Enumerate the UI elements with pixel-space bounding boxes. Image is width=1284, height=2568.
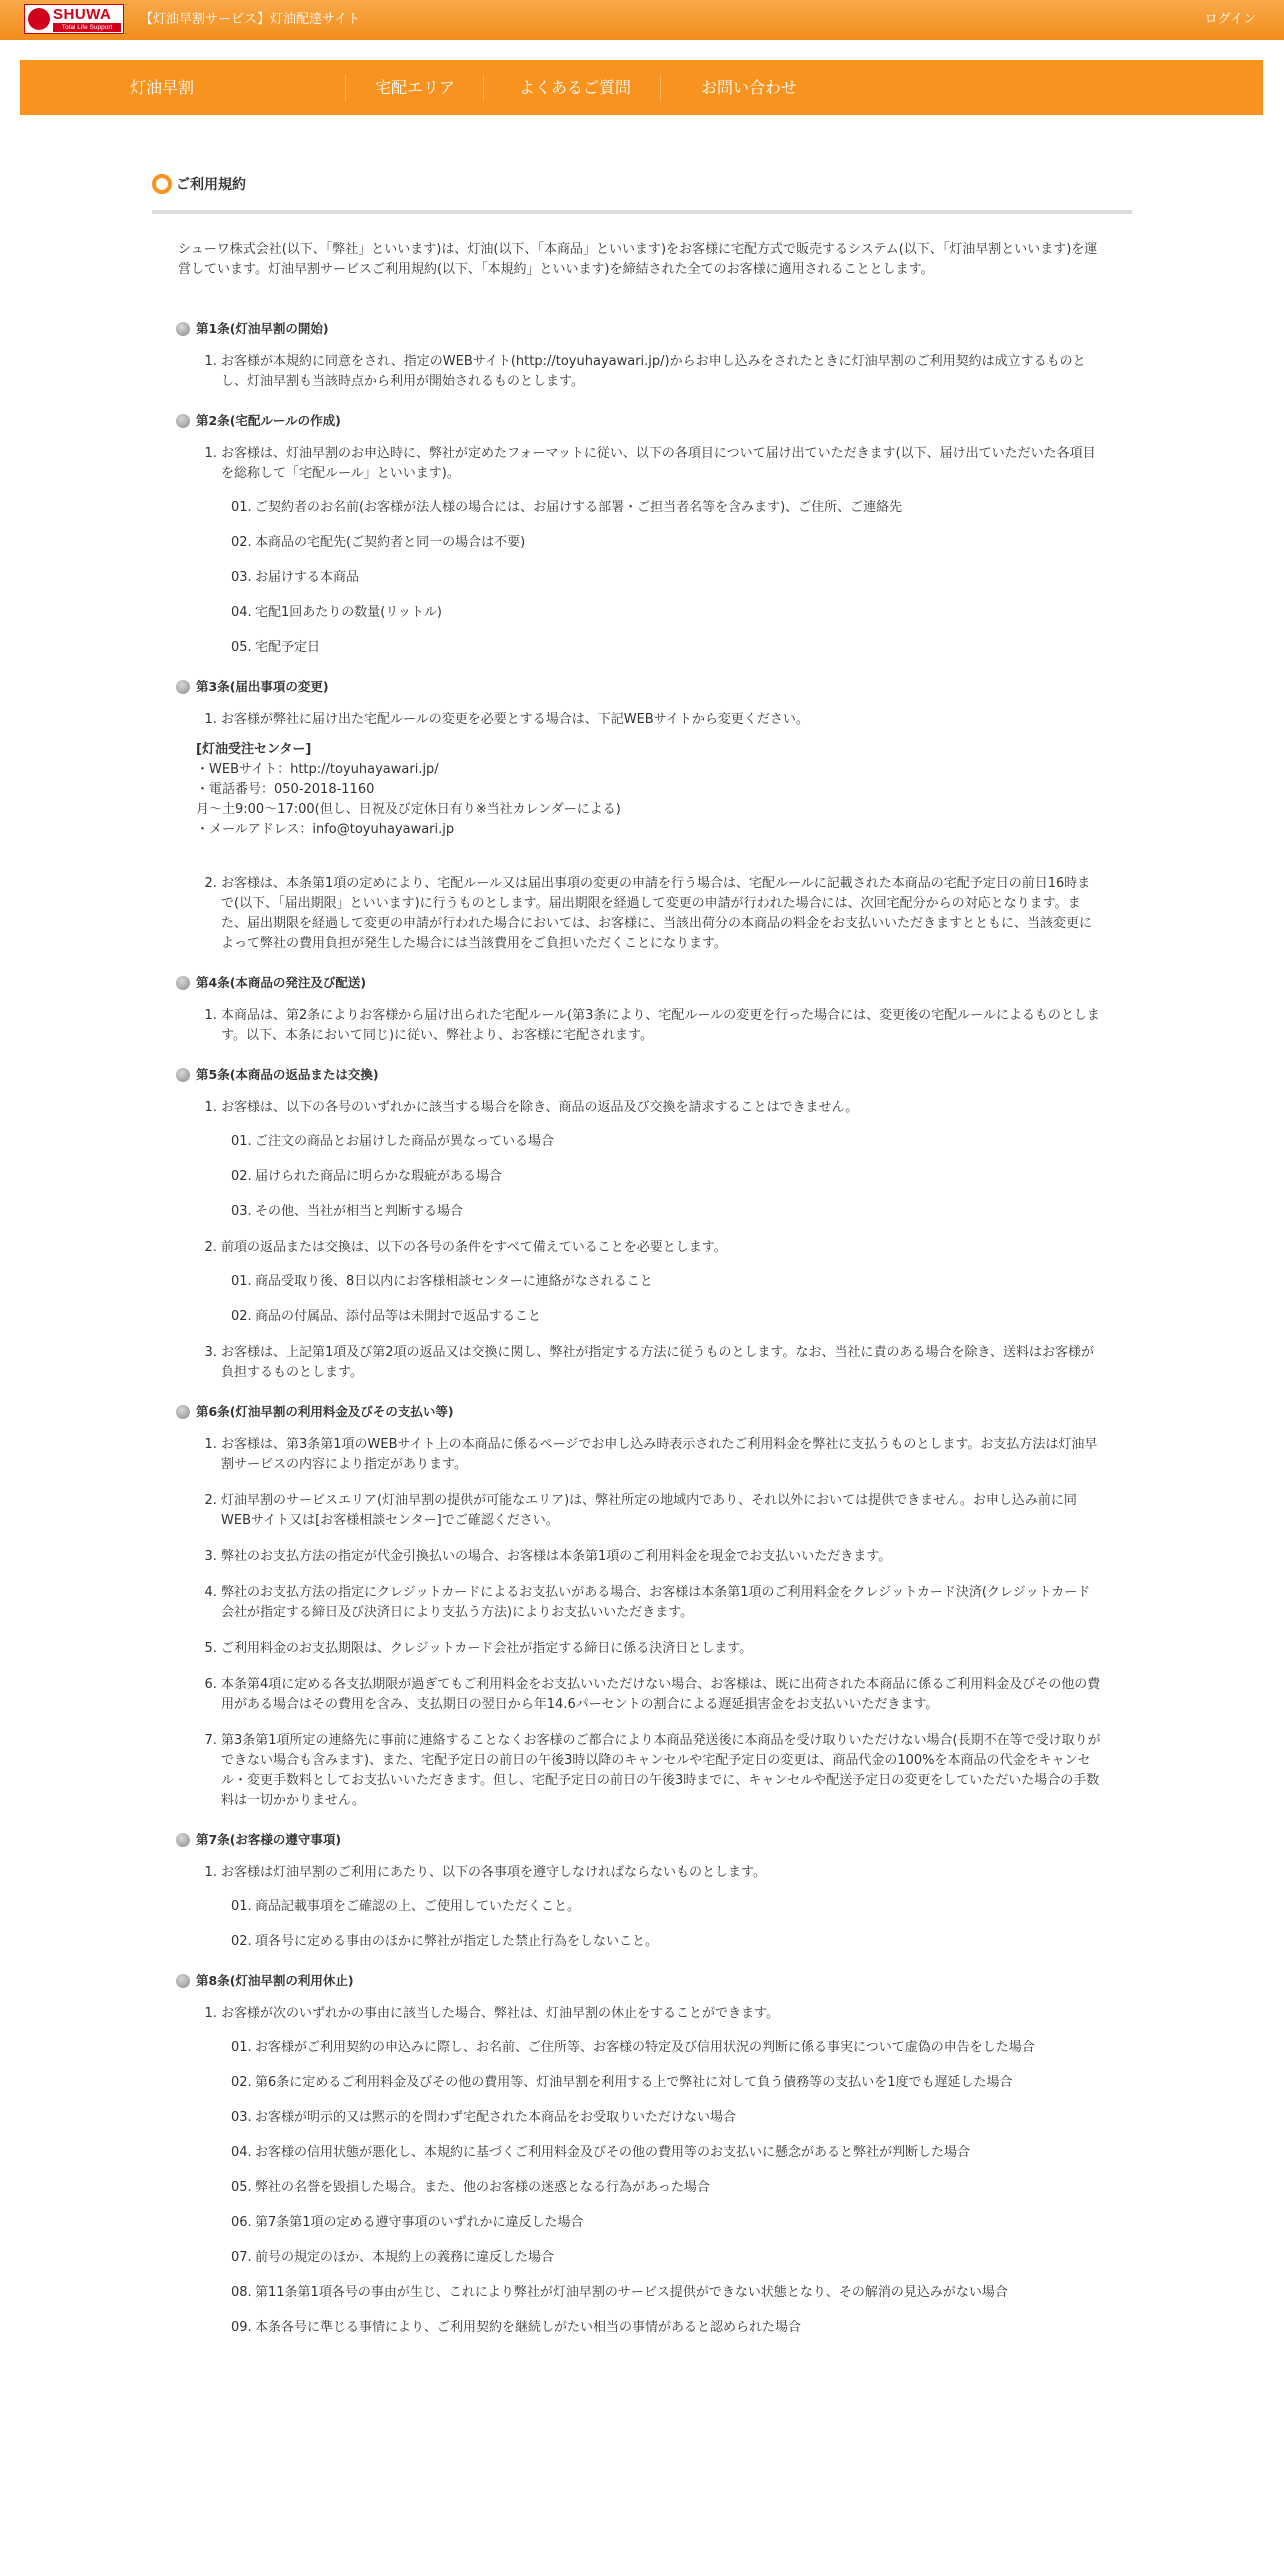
page-title: ご利用規約 xyxy=(176,177,246,193)
clause-item: 2. 灯油早割のサービスエリア(灯油早割の提供が可能なエリア)は、弊社所定の地域内であり、それ以外においては提供できません。お申し込み前に同WEBサイト又は[お客様相談センター]でご確認ください。 xyxy=(221,1491,1103,1531)
article-title xyxy=(178,1972,1103,1990)
clause-list xyxy=(178,874,1103,954)
article-title-text: 第2条(宅配ルールの作成) xyxy=(196,413,341,428)
sub-clause-item xyxy=(231,2178,1103,2198)
terms-content xyxy=(178,240,1103,2358)
sub-clause-number: 01. xyxy=(231,1899,252,1914)
article-title xyxy=(178,320,1103,338)
sub-clause-item xyxy=(231,2108,1103,2128)
gray-bullet-icon xyxy=(176,1405,190,1419)
sub-clause-text: ご契約者のお名前(お客様が法人様の場合には、お届けする部署・ご担当者名等を含みます)、ご住所、ご連絡先 xyxy=(255,500,903,515)
clause-item xyxy=(221,1238,1103,1327)
clause-item: 4. 弊社のお支払方法の指定にクレジットカードによるお支払いがある場合、お客様は本条第1項のご利用料金をクレジットカード決済(クレジットカード会社が指定する締日及び決済日により支払う方法)によりお支払いいただきます。 xyxy=(221,1583,1103,1623)
clause-text: お客様は、以下の各号のいずれかに該当する場合を除き、商品の返品及び交換を請求することはできません。 xyxy=(221,1100,859,1115)
contact-phone: ・電話番号：050-2018-1160 xyxy=(196,782,375,797)
sub-clause-item xyxy=(231,568,1103,588)
clause-item: 3. 弊社のお支払方法の指定が代金引換払いの場合、お客様は本条第1項のご利用料金を現金でお支払いいただきます。 xyxy=(221,1547,1103,1567)
sub-clause-text: 第7条第1項の定める遵守事項のいずれかに違反した場合 xyxy=(255,2215,584,2230)
sub-clause-text: 商品受取り後、8日以内にお客様相談センターに連絡がなされること xyxy=(255,1274,653,1289)
ring-bullet-icon xyxy=(152,174,172,194)
sub-clause-number: 02. xyxy=(231,1169,252,1184)
sub-clause-text: 第11条第1項各号の事由が生じ、これにより弊社が灯油早割のサービス提供ができない状態となり、その解消の見込みがない場合 xyxy=(255,2285,1008,2300)
sub-clause-text: お客様が明示的又は黙示的を問わず宅配された本商品をお受取りいただけない場合 xyxy=(255,2110,737,2125)
sub-clause-number: 01. xyxy=(231,1134,252,1149)
sub-clause-text: 商品の付属品、添付品等は未開封で返品すること xyxy=(255,1309,542,1324)
gray-bullet-icon xyxy=(176,680,190,694)
article-2 xyxy=(178,412,1103,658)
sub-clause-item xyxy=(231,1202,1103,1222)
sub-clause-text: 届けられた商品に明らかな瑕疵がある場合 xyxy=(255,1169,503,1184)
nav-item-delivery-area[interactable]: 宅配エリア xyxy=(374,78,455,97)
article-title-text: 第8条(灯油早割の利用休止) xyxy=(196,1973,354,1988)
sub-clause-number: 02. xyxy=(231,535,252,550)
sub-clause-text: お届けする本商品 xyxy=(255,570,360,585)
clause-item: 5. ご利用料金のお支払期限は、クレジットカード会社が指定する締日に係る決済日とします。 xyxy=(221,1639,1103,1659)
gray-bullet-icon xyxy=(176,414,190,428)
clause-item: 1. お客様が弊社に届け出た宅配ルールの変更を必要とする場合は、下記WEBサイトから変更ください。 xyxy=(221,710,1103,730)
nav-item-contact[interactable]: お問い合わせ xyxy=(700,78,797,97)
sub-clause-text: 本条各号に準じる事情により、ご利用契約を継続しがたい相当の事情があると認められた場合 xyxy=(255,2320,802,2335)
clause-list xyxy=(178,1435,1103,1811)
sub-clause-item xyxy=(231,498,1103,518)
sub-clause-list xyxy=(221,1897,1103,1952)
article-title-text: 第1条(灯油早割の開始) xyxy=(196,321,329,336)
sub-clause-number: 02. xyxy=(231,2075,252,2090)
sub-clause-number: 01. xyxy=(231,500,252,515)
shuwa-logo[interactable] xyxy=(24,4,124,34)
sub-clause-text: 宅配予定日 xyxy=(255,640,321,655)
clause-item: 3. お客様は、上記第1項及び第2項の返品又は交換に関し、弊社が指定する方法に従うものとします。なお、当社に責のある場合を除き、送料はお客様が負担するものとします。 xyxy=(221,1343,1103,1383)
article-title-text: 第7条(お客様の遵守事項) xyxy=(196,1832,342,1847)
clause-text: お客様は灯油早割のご利用にあたり、以下の各事項を遵守しなければならないものとします。 xyxy=(221,1865,766,1880)
sub-clause-text: 第6条に定めるご利用料金及びその他の費用等、灯油早割を利用する上で弊社に対して負う債務等の支払いを1度でも遅延した場合 xyxy=(255,2075,1013,2090)
clause-list xyxy=(178,2004,1103,2338)
sub-clause-number: 04. xyxy=(231,2145,252,2160)
sub-clause-list xyxy=(221,2038,1103,2338)
gray-bullet-icon xyxy=(176,1833,190,1847)
sub-clause-list xyxy=(221,1132,1103,1222)
sub-clause-item xyxy=(231,2248,1103,2268)
top-bar xyxy=(0,0,1284,40)
logo-mark-icon xyxy=(28,8,50,30)
sub-clause-text: 項各号に定める事由のほかに弊社が指定した禁止行為をしないこと。 xyxy=(255,1934,659,1949)
nav-item-faq[interactable]: よくあるご質問 xyxy=(518,78,631,97)
article-title xyxy=(178,974,1103,992)
article-title-text: 第6条(灯油早割の利用料金及びその支払い等) xyxy=(196,1404,454,1419)
sub-clause-number: 03. xyxy=(231,2110,252,2125)
contact-hours: 月～土9:00～17:00(但し、日祝及び定休日有り※当社カレンダーによる) xyxy=(196,802,621,817)
clause-item: 6. 本条第4項に定める各支払期限が過ぎてもご利用料金をお支払いいただけない場合、お客様は、既に出荷された本商品に係るご利用料金及びその他の費用がある場合はその費用を含み、支払期日の翌日から年14.6パーセントの割合による遅延損害金をお支払いいただきます。 xyxy=(221,1675,1103,1715)
clause-item xyxy=(221,1098,1103,1222)
sub-clause-item xyxy=(231,1272,1103,1292)
sub-clause-text: 本商品の宅配先(ご契約者と同一の場合は不要) xyxy=(255,535,526,550)
sub-clause-item xyxy=(231,1897,1103,1917)
article-7 xyxy=(178,1831,1103,1952)
sub-clause-text: お客様がご利用契約の申込みに際し、お名前、ご住所等、お客様の特定及び信用状況の判断に係る事実について虚偽の申告をした場合 xyxy=(255,2040,1035,2055)
contact-website[interactable]: ・WEBサイト：http://toyuhayawari.jp/ xyxy=(196,762,439,777)
sub-clause-item xyxy=(231,2283,1103,2303)
sub-clause-number: 08. xyxy=(231,2285,252,2300)
sub-clause-number: 09. xyxy=(231,2320,252,2335)
clause-item xyxy=(221,1863,1103,1952)
sub-clause-item xyxy=(231,638,1103,658)
gray-bullet-icon xyxy=(176,1974,190,1988)
clause-text: 前項の返品または交換は、以下の各号の条件をすべて備えていることを必要とします。 xyxy=(221,1240,727,1255)
main-nav xyxy=(20,60,1263,115)
sub-clause-item xyxy=(231,1932,1103,1952)
sub-clause-item xyxy=(231,2073,1103,2093)
sub-clause-number: 05. xyxy=(231,2180,252,2195)
clause-item: 1. お客様が本規約に同意をされ、指定のWEBサイト(http://toyuhayawari.jp/)からお申し込みをされたときに灯油早割のご利用契約は成立するものとし、灯油早割も当該時点から利用が開始されるものとします。 xyxy=(221,352,1103,392)
article-6 xyxy=(178,1403,1103,1811)
sub-clause-item xyxy=(231,1307,1103,1327)
clause-list xyxy=(178,1098,1103,1383)
gray-bullet-icon xyxy=(176,322,190,336)
sub-clause-text: 宅配1回あたりの数量(リットル) xyxy=(255,605,442,620)
sub-clause-number: 05. xyxy=(231,640,252,655)
order-center-contact xyxy=(196,740,1103,840)
clause-list xyxy=(178,1863,1103,1952)
sub-clause-number: 02. xyxy=(231,1934,252,1949)
clause-item: 7. 第3条第1項所定の連絡先に事前に連絡することなくお客様のご都合により本商品発送後に本商品を受け取りいただけない場合(長期不在等で受け取りができない場合も含みます)、また、宅配予定日の前日の午後3時以降のキャンセルや宅配予定日の変更は、商品代金の100%を本商品の代金をキャンセル・変更手数料としてお支払いいただきます。但し、宅配予定日の前日の午後3時までに、キャンセルや配送予定日の変更をしていただいた場合の手数料は一切かかりません。 xyxy=(221,1731,1103,1811)
sub-clause-item xyxy=(231,2143,1103,2163)
clause-item xyxy=(221,2004,1103,2338)
article-5 xyxy=(178,1066,1103,1383)
clause-list xyxy=(178,352,1103,392)
logo-subtext: Total Life Support xyxy=(53,23,121,32)
article-title xyxy=(178,412,1103,430)
gray-bullet-icon xyxy=(176,976,190,990)
clause-text: お客様が次のいずれかの事由に該当した場合、弊社は、灯油早割の休止をすることができます。 xyxy=(221,2006,779,2021)
contact-title: [灯油受注センター] xyxy=(196,742,312,757)
sub-clause-item xyxy=(231,1132,1103,1152)
article-8 xyxy=(178,1972,1103,2338)
sub-clause-number: 03. xyxy=(231,570,252,585)
contact-email[interactable]: ・メールアドレス：info@toyuhayawari.jp xyxy=(196,822,455,837)
article-title xyxy=(178,1066,1103,1084)
sub-clause-list xyxy=(221,1272,1103,1327)
gray-bullet-icon xyxy=(176,1068,190,1082)
article-title-text: 第5条(本商品の返品または交換) xyxy=(196,1067,379,1082)
sub-clause-item xyxy=(231,2213,1103,2233)
clause-list xyxy=(178,444,1103,658)
article-1 xyxy=(178,320,1103,392)
article-title xyxy=(178,678,1103,696)
sub-clause-number: 07. xyxy=(231,2250,252,2265)
sub-clause-text: ご注文の商品とお届けした商品が異なっている場合 xyxy=(255,1134,555,1149)
sub-clause-number: 06. xyxy=(231,2215,252,2230)
clause-item: 1. お客様は、第3条第1項のWEBサイト上の本商品に係るページでお申し込み時表示されたご利用料金を弊社に支払うものとします。お支払方法は灯油早割サービスの内容により指定があります。 xyxy=(221,1435,1103,1475)
sub-clause-number: 01. xyxy=(231,2040,252,2055)
article-title xyxy=(178,1831,1103,1849)
sub-clause-text: お客様の信用状態が悪化し、本規約に基づくご利用料金及びその他の費用等のお支払いに懸念があると弊社が判断した場合 xyxy=(255,2145,971,2160)
sub-clause-item xyxy=(231,533,1103,553)
clause-text: お客様は、灯油早割のお申込時に、弊社が定めたフォーマットに従い、以下の各項目について届け出ていただきます(以下、届け出ていただいた各項目を総称して「宅配ルール」といいます)。 xyxy=(221,446,1096,481)
sub-clause-text: 前号の規定のほか、本規約上の義務に違反した場合 xyxy=(255,2250,555,2265)
sub-clause-text: 商品記載事項をご確認の上、ご使用していただくこと。 xyxy=(255,1899,581,1914)
intro-text: シューワ株式会社(以下、「弊社」といいます)は、灯油(以下、「本商品」といいます)をお客様に宅配方式で販売するシステム(以下、「灯油早割といいます)を運営しています。灯油早割サービスご利用規約(以下、「本規約」といいます)を締結された全てのお客様に適用されることとします。 xyxy=(178,242,1098,277)
article-3 xyxy=(178,678,1103,954)
site-title: 【灯油早割サービス】灯油配達サイト xyxy=(140,12,361,27)
page-heading xyxy=(152,172,1132,214)
article-title-text: 第3条(届出事項の変更) xyxy=(196,679,329,694)
sub-clause-number: 01. xyxy=(231,1274,252,1289)
login-link[interactable]: ログイン xyxy=(1204,12,1256,27)
sub-clause-number: 03. xyxy=(231,1204,252,1219)
sub-clause-item xyxy=(231,603,1103,623)
nav-item-toyu-hayawari[interactable]: 灯油早割 xyxy=(129,78,194,97)
logo-text: SHUWA xyxy=(53,6,112,23)
clause-list xyxy=(178,710,1103,730)
sub-clause-item xyxy=(231,2038,1103,2058)
sub-clause-number: 02. xyxy=(231,1309,252,1324)
clause-list xyxy=(178,1006,1103,1046)
sub-clause-number: 04. xyxy=(231,605,252,620)
article-title-text: 第4条(本商品の発注及び配送) xyxy=(196,975,367,990)
clause-item xyxy=(221,444,1103,658)
sub-clause-list xyxy=(221,498,1103,658)
clause-item: 2. お客様は、本条第1項の定めにより、宅配ルール又は届出事項の変更の申請を行う場合は、宅配ルールに記載された本商品の宅配予定日の前日16時まで(以下、「届出期限」といいます)に行うものとします。届出期限を経過して変更の申請が行われた場合には、次回宅配分からの対応となります。また、届出期限を経過して変更の申請が行われた場合においては、お客様に、当該出荷分の本商品の料金をお支払いいただきますとともに、当該変更によって弊社の費用負担が発生した場合には当該費用をご負担いただくことになります。 xyxy=(221,874,1103,954)
sub-clause-item xyxy=(231,2318,1103,2338)
clause-item: 1. 本商品は、第2条によりお客様から届け出られた宅配ルール(第3条により、宅配ルールの変更を行った場合には、変更後の宅配ルールによるものとします。以下、本条において同じ)に従い、弊社より、お客様に宅配されます。 xyxy=(221,1006,1103,1046)
sub-clause-item xyxy=(231,1167,1103,1187)
article-title xyxy=(178,1403,1103,1421)
sub-clause-text: 弊社の名誉を毀損した場合。また、他のお客様の迷惑となる行為があった場合 xyxy=(255,2180,710,2195)
sub-clause-text: その他、当社が相当と判断する場合 xyxy=(255,1204,464,1219)
article-4 xyxy=(178,974,1103,1046)
